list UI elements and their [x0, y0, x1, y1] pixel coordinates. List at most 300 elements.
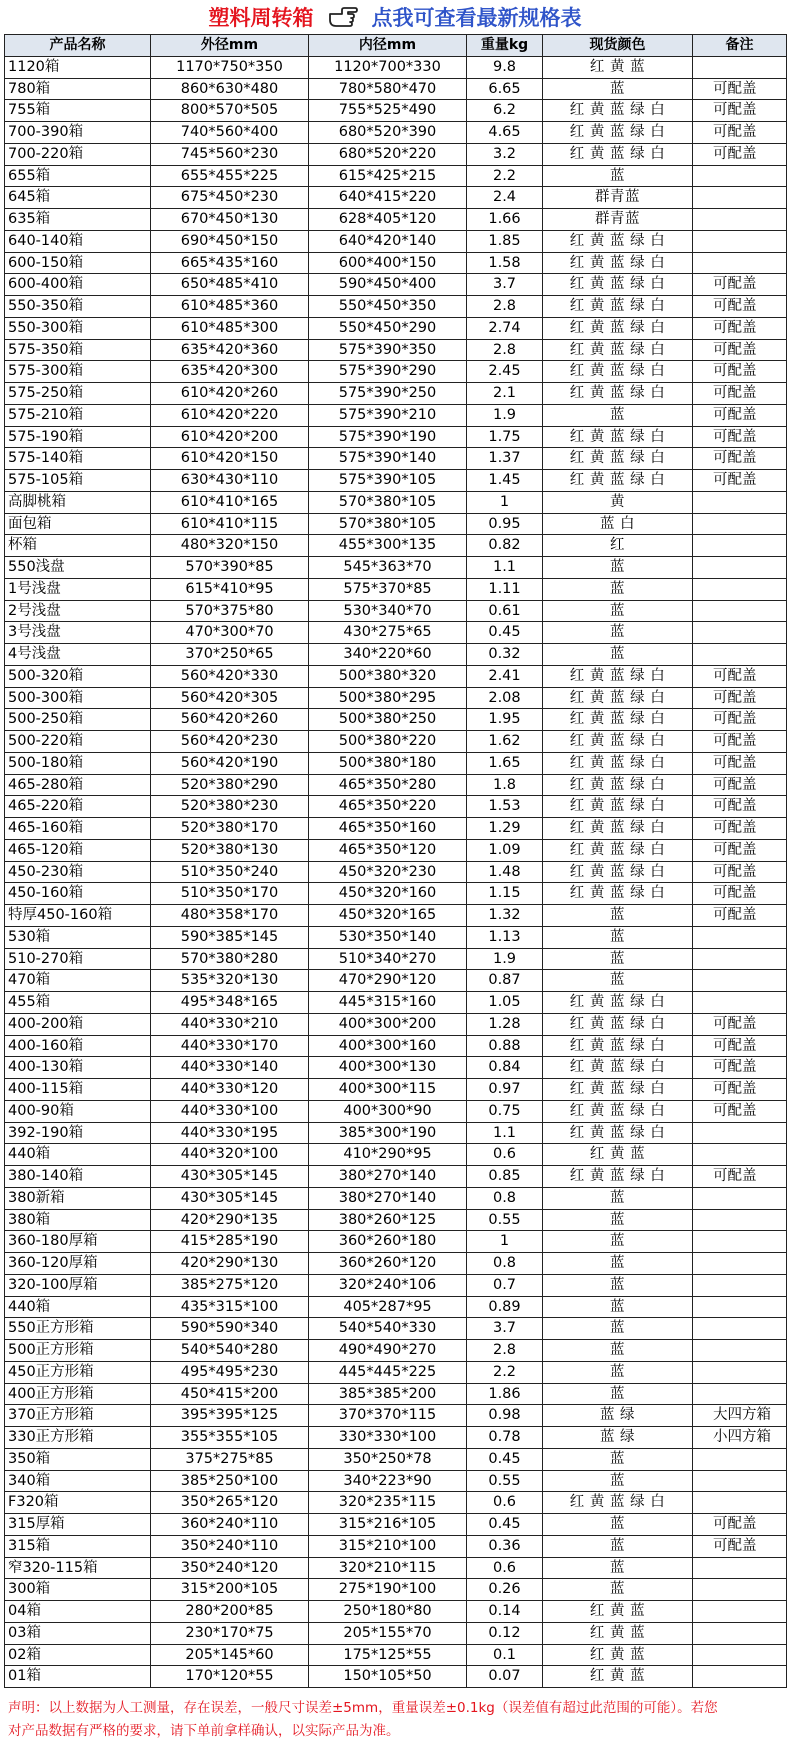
cell-weight: 1.53	[467, 796, 543, 818]
cell-colors: 蓝	[543, 1579, 693, 1601]
cell-colors: 蓝	[543, 78, 693, 100]
cell-colors: 红 黄 蓝 绿 白	[543, 731, 693, 753]
cell-outer-size: 375*275*85	[151, 1448, 309, 1470]
cell-colors: 红 黄 蓝 绿 白	[543, 1492, 693, 1514]
cell-note	[693, 1122, 787, 1144]
cell-colors: 红 黄 蓝 绿 白	[543, 796, 693, 818]
table-row	[5, 252, 787, 274]
cell-colors: 红 黄 蓝 绿 白	[543, 143, 693, 165]
cell-colors: 蓝	[543, 557, 693, 579]
cell-note: 可配盖	[693, 687, 787, 709]
cell-inner-size: 430*275*65	[309, 622, 467, 644]
cell-note	[693, 1644, 787, 1666]
header-colors: 现货颜色	[543, 35, 693, 57]
cell-colors: 红 黄 蓝 绿 白	[543, 383, 693, 405]
cell-outer-size: 560*420*330	[151, 665, 309, 687]
header-outer-size: 外径mm	[151, 35, 309, 57]
cell-product-name: 窄320-115箱	[5, 1557, 151, 1579]
cell-outer-size: 570*380*280	[151, 948, 309, 970]
cell-note	[693, 535, 787, 557]
cell-weight: 2.74	[467, 317, 543, 339]
cell-note	[693, 165, 787, 187]
table-row	[5, 1383, 787, 1405]
cell-note: 可配盖	[693, 361, 787, 383]
cell-weight: 0.6	[467, 1144, 543, 1166]
cell-weight: 0.82	[467, 535, 543, 557]
cell-product-name: 380新箱	[5, 1187, 151, 1209]
cell-note: 可配盖	[693, 1514, 787, 1536]
cell-product-name: 575-300箱	[5, 361, 151, 383]
cell-outer-size: 540*540*280	[151, 1340, 309, 1362]
cell-weight: 1.48	[467, 861, 543, 883]
cell-note: 可配盖	[693, 731, 787, 753]
table-row	[5, 339, 787, 361]
cell-colors: 群青蓝	[543, 209, 693, 231]
cell-outer-size: 420*290*130	[151, 1253, 309, 1275]
cell-weight: 1.9	[467, 948, 543, 970]
cell-product-name: 455箱	[5, 992, 151, 1014]
cell-inner-size: 205*155*70	[309, 1622, 467, 1644]
cell-weight: 6.65	[467, 78, 543, 100]
cell-colors: 红 黄 蓝 绿 白	[543, 752, 693, 774]
cell-outer-size: 350*240*120	[151, 1557, 309, 1579]
cell-product-name: F320箱	[5, 1492, 151, 1514]
table-row	[5, 1057, 787, 1079]
cell-product-name: 450-230箱	[5, 861, 151, 883]
cell-inner-size: 575*390*210	[309, 404, 467, 426]
cell-inner-size: 1120*700*330	[309, 56, 467, 78]
cell-outer-size: 355*355*105	[151, 1427, 309, 1449]
cell-outer-size: 495*495*230	[151, 1361, 309, 1383]
cell-inner-size: 370*370*115	[309, 1405, 467, 1427]
cell-outer-size: 360*240*110	[151, 1514, 309, 1536]
cell-weight: 0.26	[467, 1579, 543, 1601]
cell-product-name: 470箱	[5, 970, 151, 992]
cell-outer-size: 745*560*230	[151, 143, 309, 165]
cell-inner-size: 315*210*100	[309, 1535, 467, 1557]
cell-product-name: 655箱	[5, 165, 151, 187]
cell-note	[693, 1253, 787, 1275]
cell-product-name: 3号浅盘	[5, 622, 151, 644]
cell-weight: 1.1	[467, 1122, 543, 1144]
cell-outer-size: 520*380*290	[151, 774, 309, 796]
cell-colors: 蓝	[543, 1340, 693, 1362]
cell-colors: 红 黄 蓝 绿 白	[543, 252, 693, 274]
cell-weight: 1.15	[467, 883, 543, 905]
cell-inner-size: 575*390*190	[309, 426, 467, 448]
cell-note: 可配盖	[693, 1166, 787, 1188]
cell-product-name: 530箱	[5, 926, 151, 948]
cell-product-name: 465-220箱	[5, 796, 151, 818]
cell-inner-size: 450*320*165	[309, 905, 467, 927]
table-row	[5, 274, 787, 296]
cell-product-name: 315厚箱	[5, 1514, 151, 1536]
cell-outer-size: 440*330*170	[151, 1035, 309, 1057]
cell-weight: 0.89	[467, 1296, 543, 1318]
cell-inner-size: 500*380*295	[309, 687, 467, 709]
cell-note: 可配盖	[693, 796, 787, 818]
cell-colors: 红 黄 蓝 绿 白	[543, 122, 693, 144]
spec-sheet-link[interactable]: 点我可查看最新规格表	[371, 6, 582, 30]
cell-note	[693, 1666, 787, 1688]
cell-inner-size: 575*390*350	[309, 339, 467, 361]
cell-weight: 2.2	[467, 165, 543, 187]
cell-outer-size: 610*410*165	[151, 491, 309, 513]
table-row	[5, 230, 787, 252]
header-product-name: 产品名称	[5, 35, 151, 57]
cell-outer-size: 610*420*220	[151, 404, 309, 426]
cell-colors: 蓝	[543, 1361, 693, 1383]
table-row	[5, 1187, 787, 1209]
cell-inner-size: 385*385*200	[309, 1383, 467, 1405]
cell-note: 大四方箱	[693, 1405, 787, 1427]
cell-outer-size: 395*395*125	[151, 1405, 309, 1427]
cell-weight: 0.8	[467, 1253, 543, 1275]
cell-outer-size: 860*630*480	[151, 78, 309, 100]
disclaimer	[4, 1696, 786, 1744]
cell-colors: 蓝	[543, 1514, 693, 1536]
table-row	[5, 1644, 787, 1666]
cell-note: 可配盖	[693, 1035, 787, 1057]
cell-outer-size: 570*375*80	[151, 600, 309, 622]
cell-colors: 红 黄 蓝 绿 白	[543, 839, 693, 861]
cell-inner-size: 680*520*390	[309, 122, 467, 144]
cell-product-name: 高脚桃箱	[5, 491, 151, 513]
cell-colors: 红 黄 蓝 绿 白	[543, 861, 693, 883]
cell-colors: 红 黄 蓝 绿 白	[543, 274, 693, 296]
table-row	[5, 578, 787, 600]
cell-product-name: 550浅盘	[5, 557, 151, 579]
cell-product-name: 315箱	[5, 1535, 151, 1557]
cell-inner-size: 615*425*215	[309, 165, 467, 187]
cell-product-name: 780箱	[5, 78, 151, 100]
cell-colors: 蓝 白	[543, 513, 693, 535]
table-row	[5, 1492, 787, 1514]
cell-weight: 2.2	[467, 1361, 543, 1383]
table-row	[5, 1448, 787, 1470]
cell-product-name: 465-120箱	[5, 839, 151, 861]
table-row	[5, 861, 787, 883]
cell-inner-size: 445*315*160	[309, 992, 467, 1014]
cell-product-name: 465-160箱	[5, 818, 151, 840]
cell-outer-size: 520*380*170	[151, 818, 309, 840]
cell-outer-size: 635*420*360	[151, 339, 309, 361]
cell-outer-size: 385*250*100	[151, 1470, 309, 1492]
cell-weight: 1.13	[467, 926, 543, 948]
cell-outer-size: 655*455*225	[151, 165, 309, 187]
cell-product-name: 392-190箱	[5, 1122, 151, 1144]
cell-weight: 0.7	[467, 1274, 543, 1296]
cell-note	[693, 1296, 787, 1318]
cell-colors: 蓝	[543, 1383, 693, 1405]
cell-outer-size: 440*330*195	[151, 1122, 309, 1144]
cell-outer-size: 370*250*65	[151, 644, 309, 666]
cell-product-name: 640-140箱	[5, 230, 151, 252]
cell-product-name: 450正方形箱	[5, 1361, 151, 1383]
cell-note	[693, 1470, 787, 1492]
cell-note: 可配盖	[693, 861, 787, 883]
cell-colors: 红 黄 蓝 绿 白	[543, 230, 693, 252]
cell-product-name: 360-180厚箱	[5, 1231, 151, 1253]
cell-note: 可配盖	[693, 78, 787, 100]
cell-product-name: 500-180箱	[5, 752, 151, 774]
cell-weight: 0.45	[467, 1448, 543, 1470]
cell-note	[693, 644, 787, 666]
header-banner	[0, 0, 790, 34]
cell-note: 可配盖	[693, 404, 787, 426]
cell-note	[693, 970, 787, 992]
cell-note: 可配盖	[693, 317, 787, 339]
cell-inner-size: 405*287*95	[309, 1296, 467, 1318]
table-row	[5, 491, 787, 513]
cell-note	[693, 513, 787, 535]
cell-note	[693, 491, 787, 513]
cell-inner-size: 628*405*120	[309, 209, 467, 231]
cell-note: 可配盖	[693, 426, 787, 448]
cell-colors: 红 黄 蓝 绿 白	[543, 100, 693, 122]
cell-weight: 0.88	[467, 1035, 543, 1057]
cell-inner-size: 500*380*180	[309, 752, 467, 774]
table-row	[5, 992, 787, 1014]
table-header-row	[5, 35, 787, 57]
table-row	[5, 122, 787, 144]
cell-weight: 3.7	[467, 1318, 543, 1340]
cell-inner-size: 410*290*95	[309, 1144, 467, 1166]
cell-note	[693, 1361, 787, 1383]
cell-inner-size: 680*520*220	[309, 143, 467, 165]
cell-outer-size: 435*315*100	[151, 1296, 309, 1318]
cell-weight: 0.55	[467, 1470, 543, 1492]
table-row	[5, 1535, 787, 1557]
disclaimer-line-2: 对产品数据有严格的要求，请下单前拿样确认，以实际产品为准。	[8, 1723, 400, 1739]
cell-colors: 红 黄 蓝 绿 白	[543, 426, 693, 448]
cell-product-name: 03箱	[5, 1622, 151, 1644]
cell-weight: 2.1	[467, 383, 543, 405]
table-row	[5, 165, 787, 187]
cell-outer-size: 690*450*150	[151, 230, 309, 252]
cell-weight: 6.2	[467, 100, 543, 122]
cell-note	[693, 230, 787, 252]
cell-inner-size: 450*320*230	[309, 861, 467, 883]
pointing-hand-icon	[328, 6, 358, 28]
cell-note	[693, 948, 787, 970]
cell-inner-size: 340*220*60	[309, 644, 467, 666]
cell-product-name: 300箱	[5, 1579, 151, 1601]
cell-note: 可配盖	[693, 383, 787, 405]
cell-outer-size: 470*300*70	[151, 622, 309, 644]
cell-weight: 2.41	[467, 665, 543, 687]
cell-product-name: 360-120厚箱	[5, 1253, 151, 1275]
cell-product-name: 700-220箱	[5, 143, 151, 165]
cell-weight: 0.14	[467, 1601, 543, 1623]
header-note: 备注	[693, 35, 787, 57]
table-row	[5, 470, 787, 492]
cell-outer-size: 440*330*140	[151, 1057, 309, 1079]
table-row	[5, 448, 787, 470]
cell-colors: 蓝	[543, 578, 693, 600]
cell-note	[693, 56, 787, 78]
cell-colors: 蓝	[543, 165, 693, 187]
cell-note: 可配盖	[693, 1057, 787, 1079]
cell-colors: 红 黄 蓝	[543, 56, 693, 78]
table-row	[5, 143, 787, 165]
cell-inner-size: 350*250*78	[309, 1448, 467, 1470]
cell-weight: 2.45	[467, 361, 543, 383]
cell-product-name: 575-350箱	[5, 339, 151, 361]
table-row	[5, 1427, 787, 1449]
cell-weight: 1.11	[467, 578, 543, 600]
cell-outer-size: 415*285*190	[151, 1231, 309, 1253]
cell-colors: 蓝	[543, 1253, 693, 1275]
cell-outer-size: 480*358*170	[151, 905, 309, 927]
cell-outer-size: 520*380*230	[151, 796, 309, 818]
cell-inner-size: 600*400*150	[309, 252, 467, 274]
table-row	[5, 1601, 787, 1623]
cell-product-name: 550正方形箱	[5, 1318, 151, 1340]
table-row	[5, 296, 787, 318]
table-row	[5, 1253, 787, 1275]
cell-inner-size: 590*450*400	[309, 274, 467, 296]
cell-note: 可配盖	[693, 274, 787, 296]
cell-note: 可配盖	[693, 752, 787, 774]
cell-product-name: 330正方形箱	[5, 1427, 151, 1449]
header-inner-size: 内径mm	[309, 35, 467, 57]
cell-colors: 蓝	[543, 1318, 693, 1340]
cell-weight: 0.07	[467, 1666, 543, 1688]
cell-product-name: 400正方形箱	[5, 1383, 151, 1405]
cell-note: 可配盖	[693, 1013, 787, 1035]
cell-outer-size: 385*275*120	[151, 1274, 309, 1296]
table-row	[5, 948, 787, 970]
cell-outer-size: 610*410*115	[151, 513, 309, 535]
cell-product-name: 440箱	[5, 1144, 151, 1166]
cell-product-name: 500-320箱	[5, 665, 151, 687]
cell-outer-size: 560*420*230	[151, 731, 309, 753]
cell-inner-size: 500*380*320	[309, 665, 467, 687]
cell-colors: 蓝	[543, 1274, 693, 1296]
cell-note	[693, 926, 787, 948]
cell-colors: 红 黄 蓝	[543, 1144, 693, 1166]
cell-inner-size: 175*125*55	[309, 1644, 467, 1666]
cell-inner-size: 320*210*115	[309, 1557, 467, 1579]
cell-inner-size: 465*350*160	[309, 818, 467, 840]
cell-colors: 红 黄 蓝 绿 白	[543, 818, 693, 840]
cell-weight: 3.2	[467, 143, 543, 165]
cell-colors: 红 黄 蓝 绿 白	[543, 709, 693, 731]
cell-product-name: 755箱	[5, 100, 151, 122]
cell-outer-size: 350*240*110	[151, 1535, 309, 1557]
cell-colors: 蓝	[543, 1187, 693, 1209]
cell-product-name: 575-140箱	[5, 448, 151, 470]
cell-inner-size: 500*380*250	[309, 709, 467, 731]
cell-colors: 红 黄 蓝 绿 白	[543, 448, 693, 470]
table-row	[5, 687, 787, 709]
cell-outer-size: 665*435*160	[151, 252, 309, 274]
banner-title: 塑料周转箱	[208, 6, 314, 30]
cell-weight: 0.95	[467, 513, 543, 535]
cell-note	[693, 1231, 787, 1253]
cell-inner-size: 400*300*115	[309, 1079, 467, 1101]
cell-colors: 红 黄 蓝 绿 白	[543, 470, 693, 492]
table-row	[5, 1470, 787, 1492]
cell-note	[693, 252, 787, 274]
cell-colors: 红 黄 蓝 绿 白	[543, 1079, 693, 1101]
cell-inner-size: 275*190*100	[309, 1579, 467, 1601]
cell-inner-size: 530*340*70	[309, 600, 467, 622]
cell-outer-size: 740*560*400	[151, 122, 309, 144]
table-row	[5, 209, 787, 231]
cell-outer-size: 610*420*200	[151, 426, 309, 448]
cell-product-name: 380箱	[5, 1209, 151, 1231]
cell-product-name: 400-130箱	[5, 1057, 151, 1079]
table-row	[5, 1166, 787, 1188]
cell-product-name: 440箱	[5, 1296, 151, 1318]
cell-weight: 3.7	[467, 274, 543, 296]
cell-weight: 1.65	[467, 752, 543, 774]
cell-product-name: 450-160箱	[5, 883, 151, 905]
cell-colors: 红 黄 蓝 绿 白	[543, 1166, 693, 1188]
cell-colors: 蓝 绿	[543, 1405, 693, 1427]
table-row	[5, 1340, 787, 1362]
cell-inner-size: 575*370*85	[309, 578, 467, 600]
cell-note: 可配盖	[693, 122, 787, 144]
cell-colors: 红 黄 蓝 绿 白	[543, 1122, 693, 1144]
cell-weight: 2.8	[467, 1340, 543, 1362]
cell-colors: 蓝	[543, 1448, 693, 1470]
cell-colors: 红 黄 蓝 绿 白	[543, 361, 693, 383]
cell-note	[693, 1340, 787, 1362]
cell-inner-size: 470*290*120	[309, 970, 467, 992]
cell-weight: 1.75	[467, 426, 543, 448]
table-row	[5, 383, 787, 405]
cell-weight: 0.45	[467, 622, 543, 644]
table-row	[5, 426, 787, 448]
cell-inner-size: 445*445*225	[309, 1361, 467, 1383]
table-row	[5, 818, 787, 840]
cell-colors: 红 黄 蓝	[543, 1644, 693, 1666]
cell-note: 可配盖	[693, 1535, 787, 1557]
cell-outer-size: 430*305*145	[151, 1166, 309, 1188]
table-row	[5, 970, 787, 992]
table-row	[5, 317, 787, 339]
cell-weight: 0.61	[467, 600, 543, 622]
cell-outer-size: 440*330*100	[151, 1100, 309, 1122]
cell-note: 可配盖	[693, 470, 787, 492]
cell-colors: 红 黄 蓝 绿 白	[543, 992, 693, 1014]
cell-note: 可配盖	[693, 839, 787, 861]
table-row	[5, 1209, 787, 1231]
cell-product-name: 2号浅盘	[5, 600, 151, 622]
cell-weight: 1.8	[467, 774, 543, 796]
cell-note	[693, 1601, 787, 1623]
cell-note	[693, 209, 787, 231]
table-row	[5, 644, 787, 666]
cell-outer-size: 280*200*85	[151, 1601, 309, 1623]
cell-inner-size: 320*240*106	[309, 1274, 467, 1296]
cell-weight: 2.4	[467, 187, 543, 209]
table-row	[5, 1231, 787, 1253]
table-row	[5, 665, 787, 687]
cell-weight: 1.9	[467, 404, 543, 426]
cell-note	[693, 187, 787, 209]
cell-colors: 蓝	[543, 1231, 693, 1253]
cell-note: 可配盖	[693, 774, 787, 796]
cell-product-name: 面包箱	[5, 513, 151, 535]
cell-note: 可配盖	[693, 100, 787, 122]
cell-note	[693, 1274, 787, 1296]
cell-note	[693, 1187, 787, 1209]
cell-product-name: 320-100厚箱	[5, 1274, 151, 1296]
